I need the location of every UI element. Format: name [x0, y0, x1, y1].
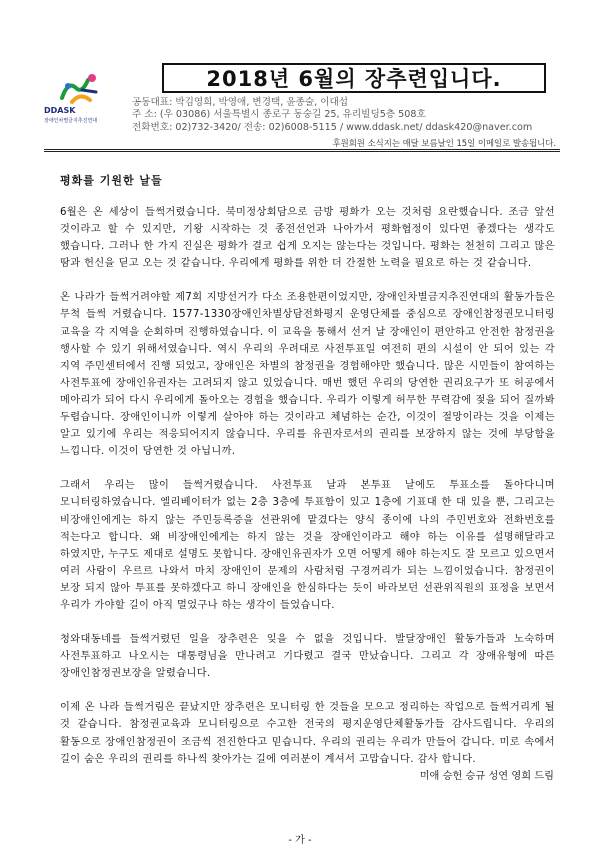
org-info: [132, 97, 532, 134]
article-heading: 평화를 기원한 날들: [60, 174, 163, 187]
header-divider: [44, 149, 560, 150]
paragraph: 이제 온 나라 들썩거림은 끝났지만 장추련은 모니터링 한 것들을 모으고 정리하는 작업으로 들썩거리게 될 것 같습니다. 참정권교육과 모니터링으로 수고한 전국의 평지운영단체활동가들 감사드립니다. 우리의 활동으로 장애인참정권이 조금씩 전진한다고 믿습니다. 우리의 권리는 우리가 만들어 갑니다. 미로 속에서 길이 숨은 우리의 권리를 하나씩 찾아가는 길에 여러분이 계셔서 고맙습니다. 감사 합니다.: [60, 702, 555, 765]
header-divider-2: [44, 151, 560, 152]
logo-text-en: DDASK: [44, 106, 76, 115]
org-representatives: 공동대표: 박김영희, 박영애, 변경택, 윤종술, 이대섭: [132, 97, 349, 108]
paragraph: 그래서 우리는 많이 들썩거렸습니다. 사전투표 날과 본투표 날에도 투표소를 돌아다니며 모니터링하였습니다. 엘리베이터가 없는 2층 3층에 투표함이 있고 1층에 기표대 한 대 있을 뿐, 그리고는 비장애인에게는 하지 않는 주민등록증을 선관위에 맡겼다는 양식 종이에 나의 주민번호와 전화번호를 적는다고 합니다. 왜 비장애인에게는 하지 않는 것을 장애인이라고 해야 하는 이유를 설명해달라고 하였지만, 누구도 제대로 설명도 못합니다. 장애인유권자가 오면 어떻게 해야 하는지도 잘 모르고 있으면서 여러 사람이 우르르 나와서 마치 장애인이 문제의 사람처럼 구경꺼리가 되는 느낌이었습니다. 참정권이 보장 되지 않아 투표를 못하겠다고 하니 장애인을 한심하다는 듯이 바라보던 선관위직원의 표정을 보면서 우리가 가야할 길이 아직 멀었구나 하는 생각이 들었습니다.: [60, 480, 555, 611]
logo-figure-icon: [58, 72, 102, 108]
mailing-notice: 후원회원 소식지는 매달 보름날인 15일 이메일로 발송됩니다.: [332, 138, 556, 148]
article-body: [60, 172, 555, 768]
paragraph: 6월은 온 세상이 들썩거렸습니다. 북미정상회담으로 금방 평화가 오는 것처럼 요란했습니다. 조금 앞선 것이라고 할 수 있지만, 기왕 시작하는 것 종전선언과 나아가서 평화협정이 있다면 좋겠다는 생각도 했습니다. 그러나 한 가지 진실은 평화가 결코 쉽게 오지는 않는다는 것입니다. 평화는 천천히 그리고 많은 땀과 헌신을 딛고 오는 것 같습니다. 우리에게 평화를 위한 더 간절한 노력을 필요로 하는 것 같습니다.: [60, 207, 555, 270]
signature: 미애 승헌 승규 성연 영희 드림: [419, 771, 554, 782]
paragraph: 온 나라가 들썩거려야할 제7회 지방선거가 다소 조용한편이었지만, 장애인차별금지추진연대의 활동가들은 무척 들썩 거렸습니다. 1577-1330장애인차별상담전화평지 운영단체를 중심으로 장애인참정권모니터링 교육을 각 지역을 순회하며 진행하였습니다. 이 교육을 통해서 선거 날 장애인이 편안하고 안전한 참정권을 행사할 수 있기 위해서였습니다. 역시 우리의 우려대로 사전투표일 여전히 편의 시설이 안 되어 있는 각 지역 주민센터에서 진행 되었고, 장애인은 차별의 참정권을 경험해야만 했습니다. 많은 시민들이 참여하는 사전투표에 장애인유권자는 고려되지 않고 있었습니다. 매번 했던 우리의 당연한 권리요구가 또 허공에서 메아리가 되어 다시 우리에게 돌아오는 경험을 했습니다. 우리가 이렇게 허무한 무력감에 젖을 되어 질까봐 두렵습니다. 장애인이니까 이렇게 살아야 하는 것이라고 체념하는 순간, 이것이 절망이라는 것을 이제는 알고 있기에 우리는 적응되어지지 않습니다. 우리를 유권자로서의 권리를 보장하지 않는 것에 부당함을 느낍니다. 이것이 당연한 것 아닙니까.: [60, 292, 555, 458]
logo-text-ko: 장애인차별금지추진연대: [44, 118, 98, 124]
org-contact: 전화번호: 02)732-3420/ 전송: 02)6008-5115 / www.ddask.net/ ddask420@naver.com: [132, 121, 533, 133]
org-address: 주 소: (우 03086) 서울특별시 종로구 동숭길 25, 유리빌딩5층 508호: [132, 109, 426, 121]
page-number: - 가 -: [288, 835, 312, 846]
paragraph: 청와대동네를 들썩거렸던 일을 장추련은 잊을 수 없을 것입니다. 발달장애인 활동가들과 노숙하며 사전투표하고 나오시는 대통령님을 만나려고 기다렸고 결국 만났습니다. 그리고 각 장애유형에 따른 장애인참정권보장을 알렸습니다.: [60, 634, 555, 680]
newsletter-title: 2018년 6월의 장추련입니다.: [162, 63, 546, 93]
ddask-logo: [44, 72, 120, 132]
